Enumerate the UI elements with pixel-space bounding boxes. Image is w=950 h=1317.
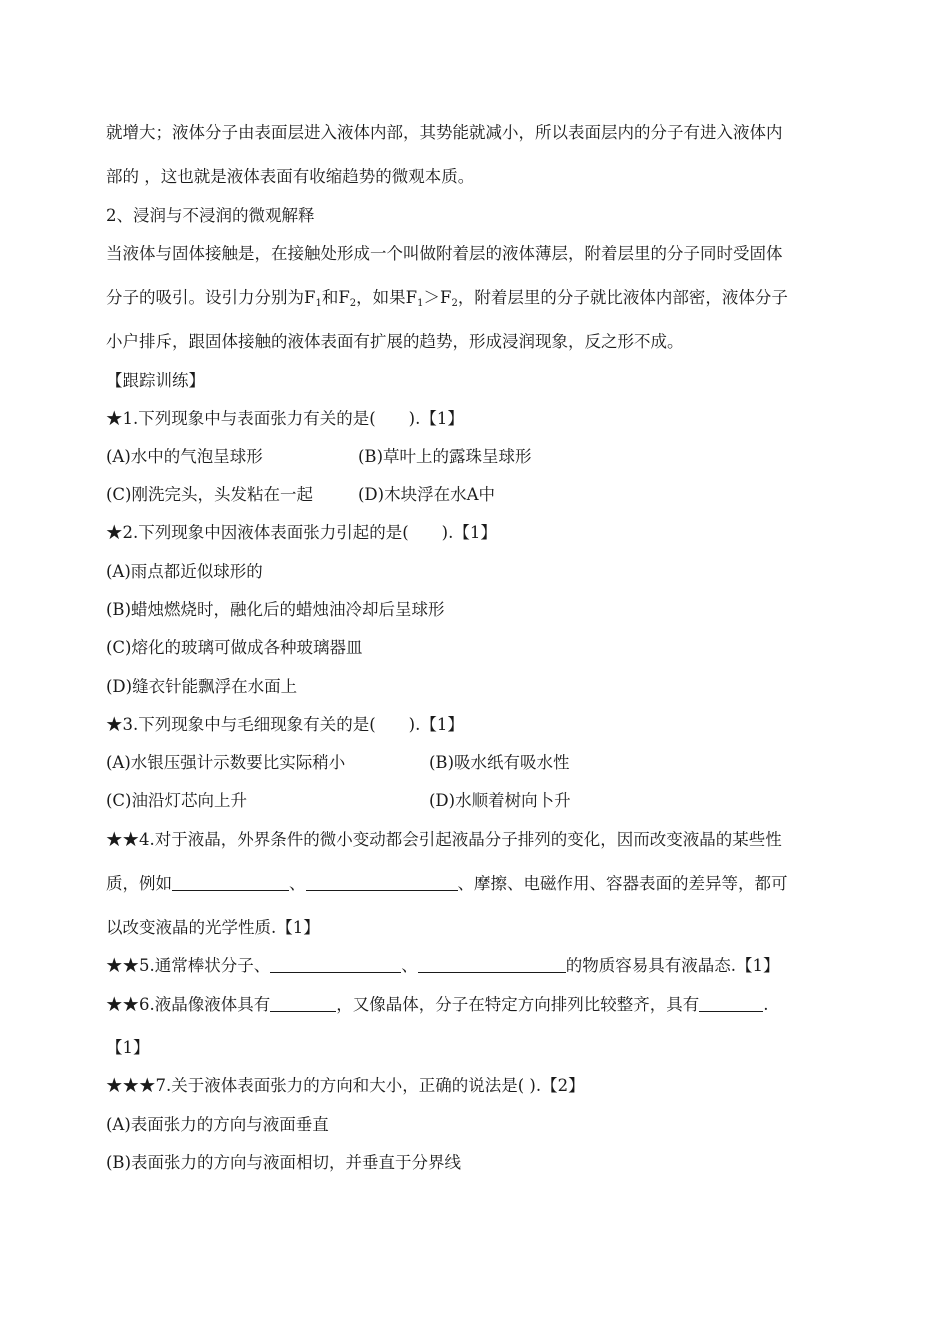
q3-options-row-1 [106, 752, 570, 774]
q6-score-tag: 【1】 [106, 1038, 150, 1057]
text-segment: ，如果F [356, 288, 418, 307]
q1-options-row-1 [106, 446, 532, 468]
q3-option-c: (C)油沿灯芯向上升 [106, 791, 247, 810]
subscript: 2 [451, 298, 458, 309]
fill-in-blank [270, 995, 336, 1012]
intro-line-2: 部的 ，这也就是液体表面有收缩趋势的微观本质。 [106, 167, 475, 186]
q4-line-1: ★★4.对于液晶，外界条件的微小变动都会引起液晶分子排列的变化，因而改变液晶的某些性 [106, 830, 782, 849]
subscript: 1 [315, 298, 322, 309]
text-segment: ★★6.液晶像液体具有 [106, 995, 271, 1014]
text-segment: 和F [321, 288, 350, 307]
q3-stem: ★3.下列现象中与毛细现象有关的是( ).【1】 [106, 715, 464, 734]
q1-option-d: (D)木块浮在水A中 [358, 485, 496, 504]
intro-line-1: 就增大；液体分子由表面层进入液体内部，其势能就减小，所以表面层内的分子有进入液体内 [106, 123, 783, 142]
training-heading: 【跟踪训练】 [106, 371, 205, 390]
section-2-line-3: 小户排斥，跟固体接触的液体表面有扩展的趋势，形成浸润现象，反之形不成。 [106, 332, 684, 351]
q3-options-row-2 [106, 790, 571, 812]
text-segment: 、摩擦、电磁作用、容器表面的差异等，都可 [457, 874, 788, 893]
fill-in-blank [172, 874, 289, 891]
text-segment: . [763, 995, 769, 1014]
q1-option-a: (A)水中的气泡呈球形 [106, 447, 263, 466]
q6-line [106, 994, 769, 1016]
text-segment: 的物质容易具有液晶态.【1】 [565, 956, 780, 975]
text-segment: ，又像晶体，分子在特定方向排列比较整齐，具有 [336, 995, 700, 1014]
q1-option-b: (B)草叶上的露珠呈球形 [358, 447, 532, 466]
fill-in-blank [699, 995, 763, 1012]
section-2-line-1: 当液体与固体接触是，在接触处形成一个叫做附着层的液体薄层，附着层里的分子同时受固体 [106, 244, 783, 263]
q3-option-b: (B)吸水纸有吸水性 [429, 753, 570, 772]
subscript: 2 [349, 298, 357, 309]
q1-options-row-2 [106, 484, 496, 506]
text-segment: 分子的吸引。设引力分别为F [106, 288, 316, 307]
q4-line-2 [106, 873, 788, 895]
q2-option-d: (D)缝衣针能飘浮在水面上 [106, 677, 298, 696]
q2-stem: ★2.下列现象中因液体表面张力引起的是( ).【1】 [106, 523, 497, 542]
subscript: 1 [417, 298, 424, 309]
q2-option-c: (C)熔化的玻璃可做成各种玻璃器皿 [106, 638, 363, 657]
text-segment: 质，例如 [106, 874, 172, 893]
fill-in-blank [418, 956, 566, 973]
fill-in-blank [306, 874, 458, 891]
q3-option-a: (A)水银压强计示数要比实际稍小 [106, 753, 346, 772]
q2-option-a: (A)雨点都近似球形的 [106, 562, 263, 581]
fill-in-blank [270, 956, 401, 973]
section-2-line-2 [106, 287, 788, 309]
q4-line-3: 以改变液晶的光学性质.【1】 [106, 918, 320, 937]
section-2-heading: 2、浸润与不浸润的微观解释 [106, 206, 315, 225]
text-segment: 、 [289, 874, 306, 893]
q7-stem: ★★★7.关于液体表面张力的方向和大小，正确的说法是( ).【2】 [106, 1076, 585, 1095]
text-segment: ＞F [423, 288, 452, 307]
text-segment: 、 [401, 956, 418, 975]
q7-option-b: (B)表面张力的方向与液面相切，并垂直于分界线 [106, 1153, 461, 1172]
q2-option-b: (B)蜡烛燃烧时，融化后的蜡烛油冷却后呈球形 [106, 600, 445, 619]
q3-option-d: (D)水顺着树向卜升 [429, 791, 571, 810]
q7-option-a: (A)表面张力的方向与液面垂直 [106, 1115, 329, 1134]
text-segment: ，附着层里的分子就比液体内部密，液体分子 [457, 288, 788, 307]
q5-line [106, 955, 780, 977]
text-segment: ★★5.通常棒状分子、 [106, 956, 271, 975]
q1-stem: ★1.下列现象中与表面张力有关的是( ).【1】 [106, 409, 464, 428]
q1-option-c: (C)刚洗完头，头发粘在一起 [106, 485, 313, 504]
